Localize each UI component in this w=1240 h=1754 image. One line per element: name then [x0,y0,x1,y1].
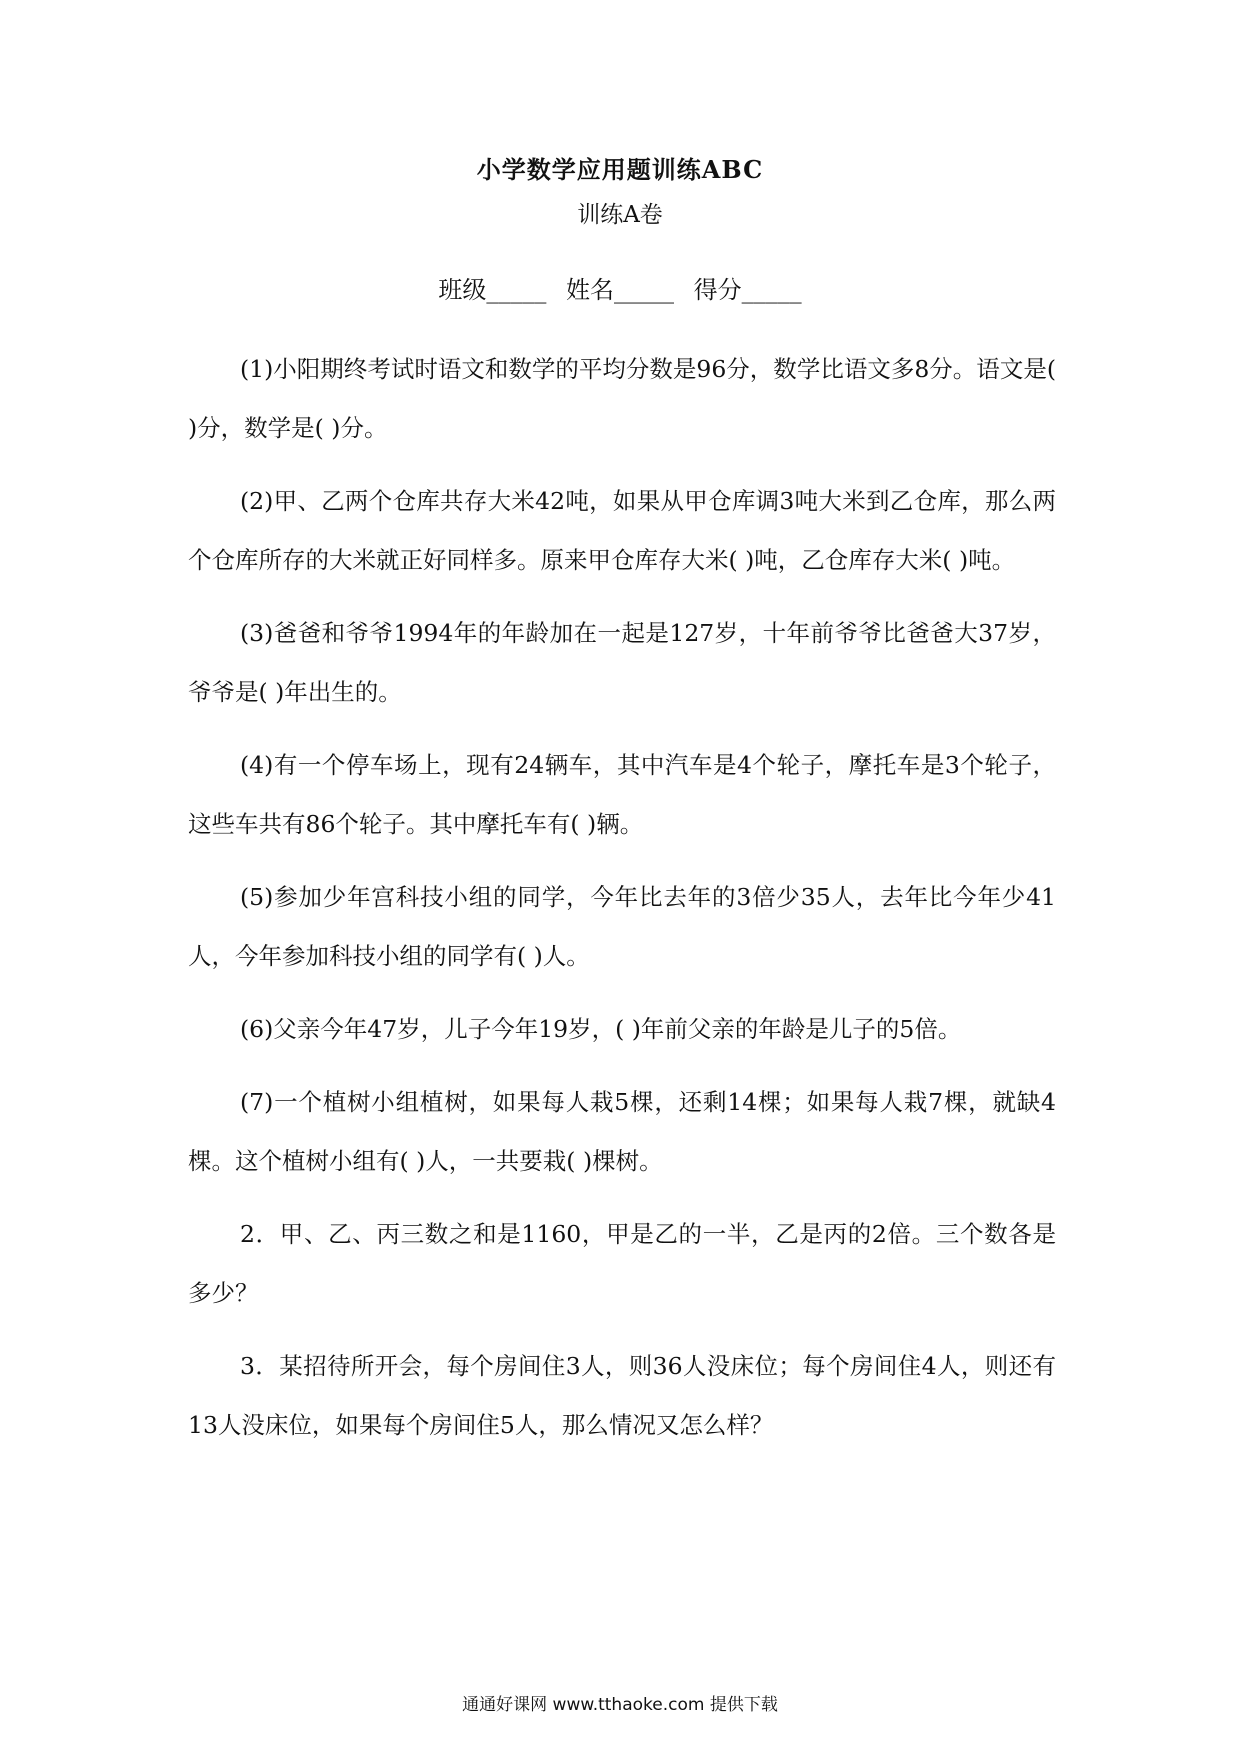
question-1: (1)小阳期终考试时语文和数学的平均分数是96分，数学比语文多8分。语文是( )分，数学是( )分。 [188,355,1056,442]
question-3: (3)爸爸和爷爷1994年的年龄加在一起是127岁，十年前爷爷比爸爸大37岁，爷爷是( )年出生的。 [188,619,1056,706]
question-list [188,340,1056,1469]
question-6: (6)父亲今年47岁，儿子今年19岁，( )年前父亲的年龄是儿子的5倍。 [240,1015,962,1043]
problem-2: 2．甲、乙、丙三数之和是1160，甲是乙的一半，乙是丙的2倍。三个数各是多少？ [188,1220,1056,1307]
question-7: (7)一个植树小组植树，如果每人栽5棵，还剩14棵；如果每人栽7棵，就缺4棵。这个植树小组有( )人，一共要栽( )棵树。 [188,1088,1056,1175]
student-info-line [0,270,1240,305]
question-5: (5)参加少年宫科技小组的同学，今年比去年的3倍少35人，去年比今年少41人，今年参加科技小组的同学有( )人。 [188,883,1056,970]
score-field-label: 得分_____ [693,276,802,304]
problem-3: 3．某招待所开会，每个房间住3人，则36人没床位；每个房间住4人，则还有13人没床位，如果每个房间住5人，那么情况又怎么样？ [188,1352,1056,1439]
question-4: (4)有一个停车场上，现有24辆车，其中汽车是4个轮子，摩托车是3个轮子，这些车共有86个轮子。其中摩托车有( )辆。 [188,751,1056,838]
footer-credit: 通通好课网 www.tthaoke.com 提供下载 [462,1695,778,1715]
document-title: 小学数学应用题训练ABC [476,155,764,184]
document-subtitle: 训练A卷 [577,202,663,228]
name-field-label: 姓名_____ [566,276,674,304]
class-field-label: 班级_____ [438,276,547,304]
question-2: (2)甲、乙两个仓库共存大米42吨，如果从甲仓库调3吨大米到乙仓库，那么两个仓库所存的大米就正好同样多。原来甲仓库存大米( )吨，乙仓库存大米( )吨。 [188,487,1056,574]
